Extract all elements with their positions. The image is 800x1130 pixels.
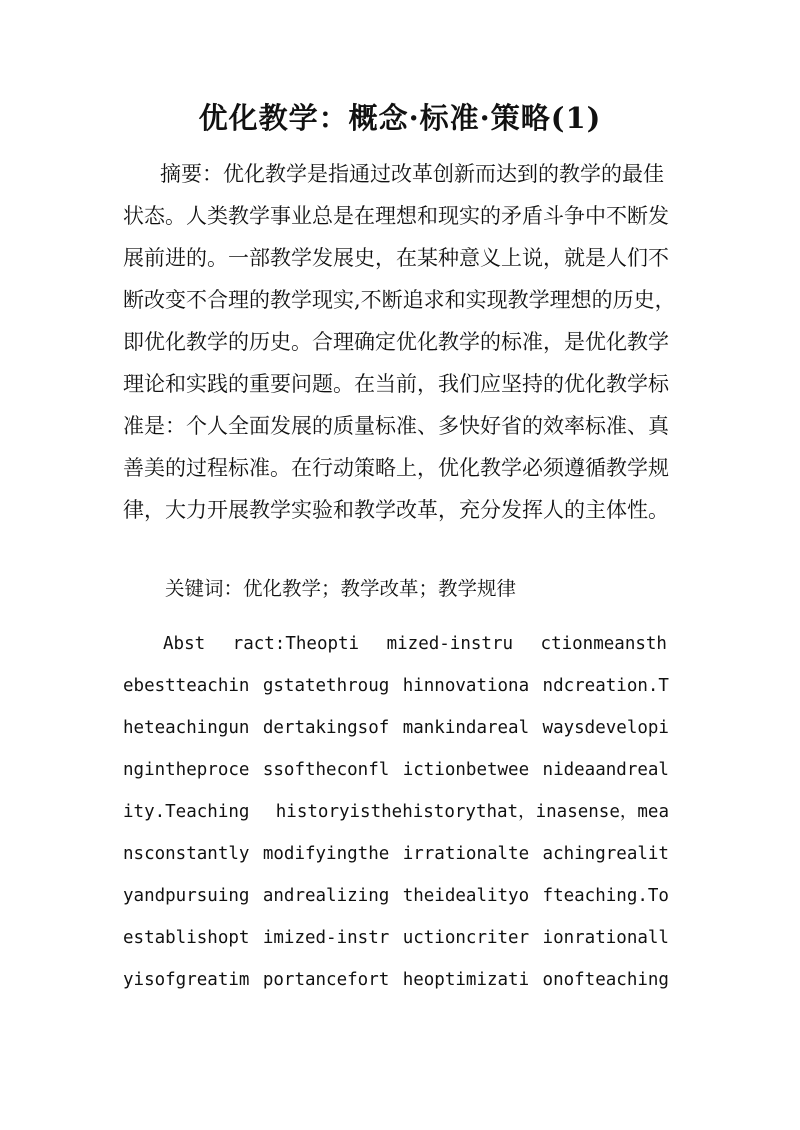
abstract-line: 展前进的。一部教学发展史，在某种意义上说，就是人们不 [123, 246, 669, 270]
english-segment: ract:Theopti [232, 634, 360, 654]
english-segment: irrationalte [402, 844, 530, 864]
english-abstract-line [123, 966, 669, 994]
english-segment: yandpursuing [123, 886, 250, 906]
english-segment: ctionmeansth [540, 634, 667, 654]
english-abstract-line [123, 672, 669, 700]
english-segment: ictionbetwee [402, 760, 530, 780]
english-segment: historyisthehistorythat，inasense，mea [275, 802, 669, 822]
english-segment: modifyingthe [262, 844, 390, 864]
abstract-line: 理论和实践的重要问题。在当前，我们应坚持的优化教学标 [123, 372, 669, 396]
english-segment: uctioncriter [402, 928, 530, 948]
english-abstract-line [123, 714, 669, 742]
english-segment: hinnovationa [402, 676, 530, 696]
english-abstract-line [163, 630, 667, 658]
english-segment: ngintheproce [123, 760, 250, 780]
abstract-line: 律，大力开展教学实验和教学改革，充分发挥人的主体性。 [123, 498, 669, 522]
english-abstract-line [123, 756, 669, 784]
english-segment: ebestteachin [123, 676, 250, 696]
english-segment: ndcreation.T [542, 676, 669, 696]
english-segment: achingrealit [542, 844, 669, 864]
english-segment: gstatethroug [262, 676, 390, 696]
abstract-line: 善美的过程标准。在行动策略上，优化教学必须遵循教学规 [123, 456, 669, 480]
english-segment: imized-instr [262, 928, 390, 948]
english-abstract-line [123, 882, 669, 910]
english-segment: onofteaching [542, 970, 669, 990]
english-segment: mankindareal [402, 718, 530, 738]
english-segment: dertakingsof [262, 718, 390, 738]
abstract-line: 即优化教学的历史。合理确定优化教学的标准，是优化教学 [123, 330, 669, 354]
english-segment: portancefort [262, 970, 390, 990]
english-segment: yisofgreatim [123, 970, 250, 990]
english-segment: nideaandreal [542, 760, 669, 780]
english-segment: mized-instru [386, 634, 514, 654]
abstract-line: 准是：个人全面发展的质量标准、多快好省的效率标准、真 [123, 414, 669, 438]
english-segment: theidealityo [402, 886, 530, 906]
english-segment: ity.Teaching [123, 802, 250, 822]
english-segment: ionrationall [542, 928, 669, 948]
abstract-line: 断改变不合理的教学现实,不断追求和实现教学理想的历史， [123, 288, 676, 312]
abstract-line: 状态。人类教学事业总是在理想和现实的矛盾斗争中不断发 [123, 204, 669, 228]
english-segment: establishopt [123, 928, 250, 948]
document-title: 优化教学：概念·标准·策略(1) [198, 101, 602, 135]
english-abstract-line [123, 840, 669, 868]
english-segment: heoptimizati [402, 970, 530, 990]
english-segment: heteachingun [123, 718, 250, 738]
english-segment: ssoftheconfl [262, 760, 390, 780]
english-abstract-line [123, 798, 669, 826]
english-segment: Abst [163, 634, 206, 654]
abstract-line: 摘要：优化教学是指通过改革创新而达到的教学的最佳 [160, 162, 664, 186]
english-segment: fteaching.To [542, 886, 669, 906]
english-abstract-line [123, 924, 669, 952]
english-segment: waysdevelopi [542, 718, 669, 738]
english-segment: andrealizing [262, 886, 390, 906]
english-segment: nsconstantly [123, 844, 250, 864]
keywords-line: 关键词：优化教学；教学改革；教学规律 [165, 577, 517, 600]
